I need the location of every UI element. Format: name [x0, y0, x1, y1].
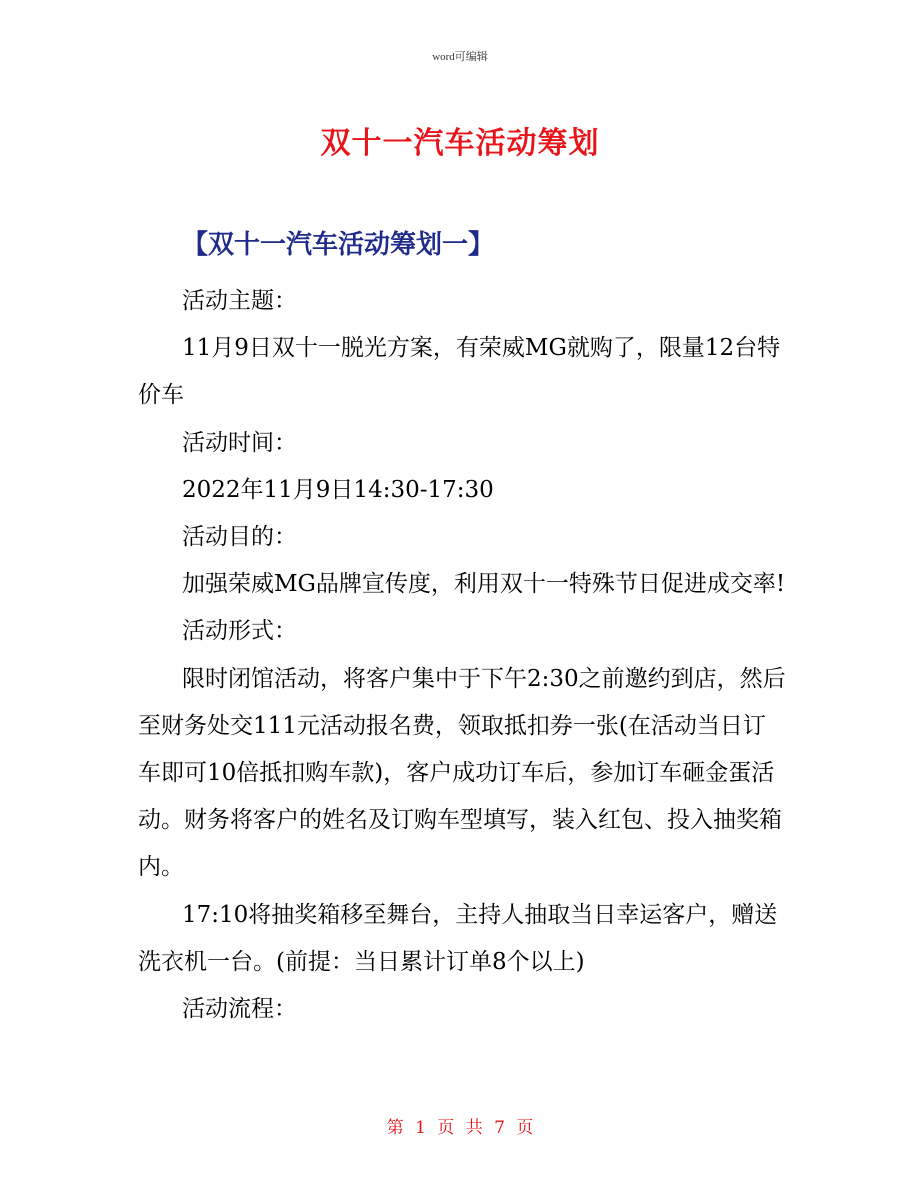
paragraph-process-label: 活动流程：: [182, 996, 297, 1023]
document-body: [138, 278, 788, 1033]
document-title: 双十一汽车活动筹划: [320, 126, 600, 161]
paragraph-format: 限时闭馆活动，将客户集中于下午2:30之前邀约到店，然后至财务处交111元活动报名费，领取抵扣券一张(在活动当日订车即可10倍抵扣购车款)，客户成功订车后，参加订车砸金蛋活动。财务将客户的姓名及订购车型填写，装入红包、投入抽奖箱内。: [138, 665, 786, 881]
paragraph-time: 2022年11月9日14:30-17:30: [182, 476, 494, 503]
paragraph-theme: 11月9日双十一脱光方案，有荣威MG就购了，限量12台特价车: [138, 335, 781, 409]
paragraph-purpose-label: 活动目的：: [182, 524, 297, 551]
header-note: word可编辑: [432, 51, 488, 63]
paragraph-time-label: 活动时间：: [182, 429, 297, 456]
paragraph-purpose: 加强荣威MG品牌宣传度，利用双十一特殊节日促进成交率!: [182, 571, 786, 598]
paragraph-format-label: 活动形式：: [182, 618, 297, 645]
section-heading: 【双十一汽车活动筹划一】: [182, 230, 495, 260]
paragraph-lottery: 17:10将抽奖箱移至舞台，主持人抽取当日幸运客户，赠送洗衣机一台。(前提：当日累计订单8个以上): [138, 901, 778, 975]
page-indicator: 第 1 页 共 7 页: [386, 1118, 534, 1138]
paragraph-theme-label: 活动主题：: [182, 288, 297, 314]
